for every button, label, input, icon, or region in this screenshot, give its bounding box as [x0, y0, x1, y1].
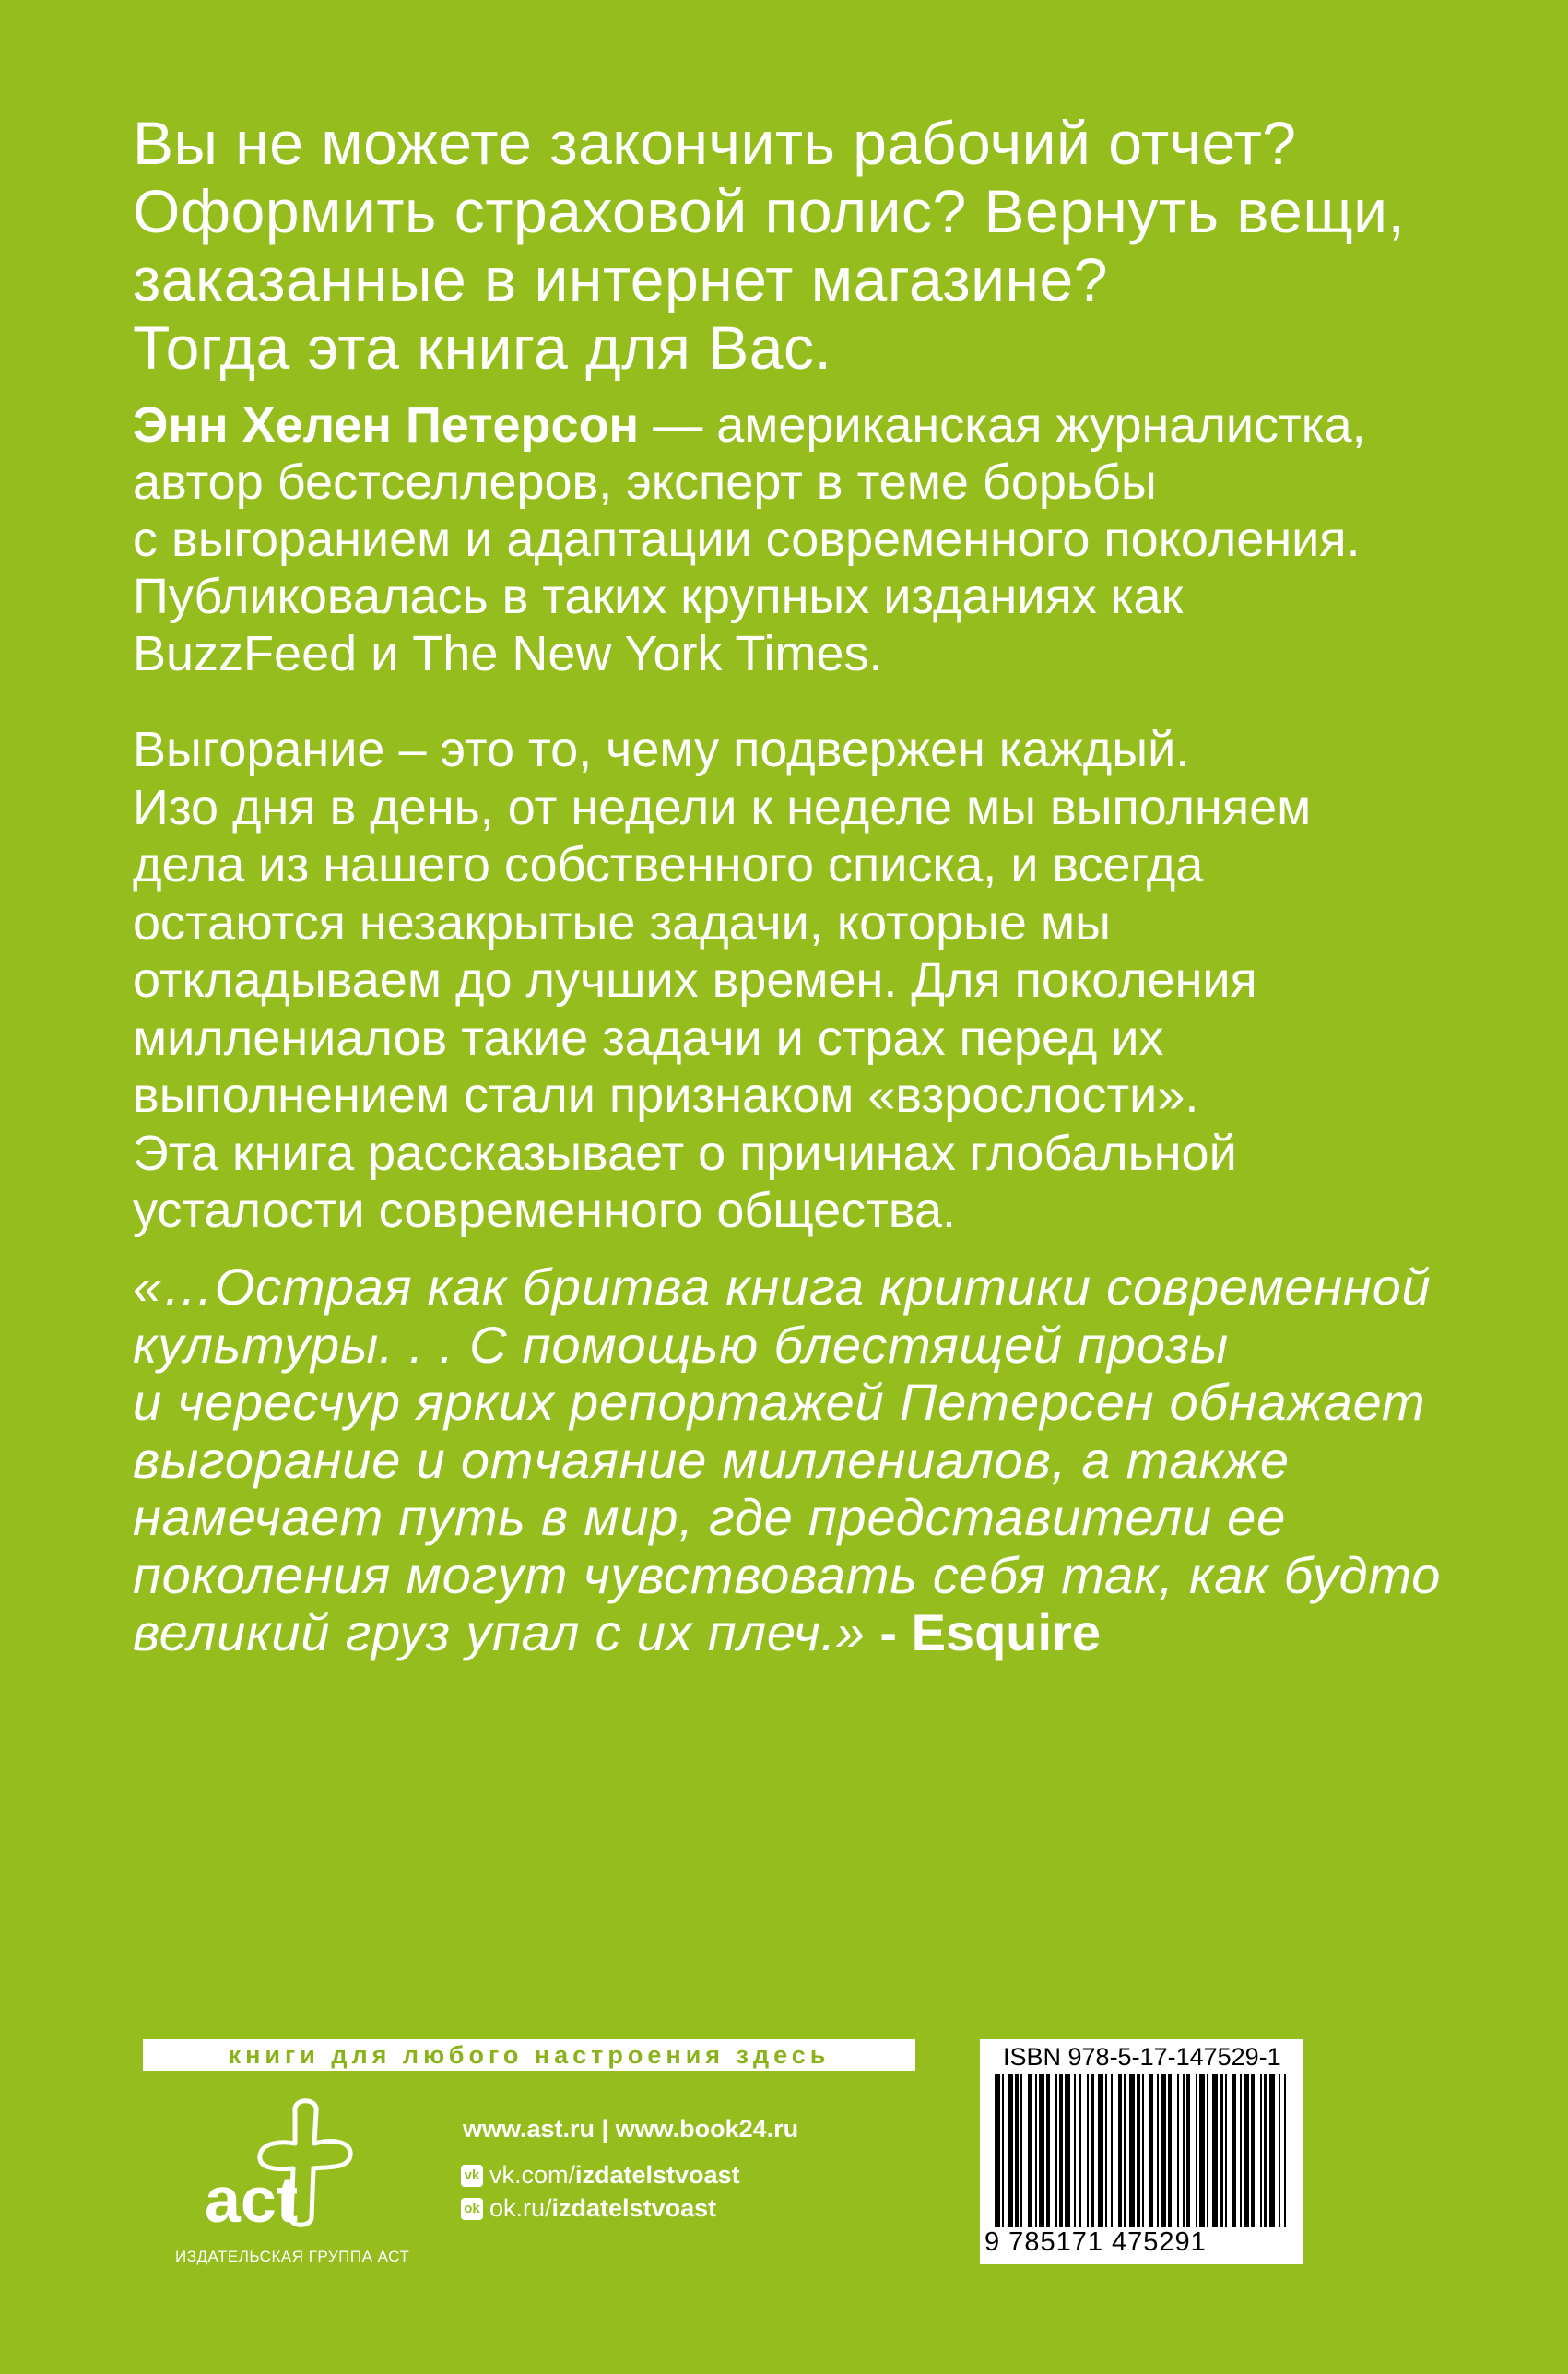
isbn-number: ISBN 978-5-17-147529-1: [1003, 2043, 1281, 2071]
quote-line: «…Острая как бритва книга критики современной: [133, 1258, 1432, 1316]
quote-line: выгорание и отчаяние миллениалов, а также: [133, 1430, 1290, 1489]
ok-link[interactable]: ok ok.ru/ izdatelstvoast: [461, 2194, 716, 2223]
intro-paragraph: [133, 109, 1460, 382]
svg-text:act: act: [205, 2164, 299, 2231]
description-line: Выгорание – это то, чему подвержен каждый.: [133, 722, 1190, 777]
intro-line: заказанные в интернет магазине?: [133, 245, 1108, 313]
ast-logo: [194, 2093, 378, 2231]
author-bio-line: с выгоранием и адаптации современного поколения.: [133, 512, 1361, 567]
quote-source: - Esquire: [865, 1603, 1101, 1661]
author-name: Энн Хелен Петерсон: [133, 397, 640, 453]
intro-line: Тогда эта книга для Вас.: [133, 313, 832, 382]
book-description: [133, 721, 1460, 1240]
description-line: выполнением стали признаком «взрослости».: [133, 1068, 1199, 1123]
description-line: остаются незакрытые задачи, которые мы: [133, 894, 1111, 951]
description-line: миллениалов такие задачи и страх перед их: [133, 1010, 1164, 1066]
description-line: дела из нашего собственного списка, и всегда: [133, 837, 1204, 892]
description-line: откладываем до лучших времен. Для поколения: [133, 952, 1257, 1008]
intro-line: Оформить страховой полис? Вернуть вещи,: [133, 177, 1406, 245]
author-bio-line: Публиковалась в таких крупных изданиях как: [133, 569, 1184, 624]
odnoklassniki-icon: ok: [461, 2198, 483, 2220]
isbn-barcode: [980, 2039, 1303, 2264]
review-quote: [133, 1258, 1460, 1662]
vk-icon: vk: [461, 2165, 483, 2187]
barcode-bars: [989, 2074, 1293, 2229]
description-line: Изо дня в день, от недели к неделе мы выполняем: [133, 779, 1312, 835]
quote-line: и чересчур ярких репортажей Петерсен обнажает: [133, 1373, 1426, 1431]
intro-line: Вы не можете закончить рабочий отчет?: [133, 109, 1297, 177]
author-bio-line: автор бестселлеров, эксперт в теме борьбы: [133, 455, 1157, 510]
author-bio: [133, 396, 1460, 682]
quote-line: намечает путь в мир, где представители ее: [133, 1488, 1287, 1546]
description-line: усталости современного общества.: [133, 1183, 957, 1238]
vk-link[interactable]: vk vk.com/ izdatelstvoast: [461, 2161, 740, 2190]
author-bio-line: — американская журналистка,: [639, 397, 1366, 453]
ean-number: 9 785171 475291: [984, 2227, 1207, 2257]
publisher-tagline: книги для любого настроения здесь: [143, 2039, 915, 2071]
quote-line: культуры. . . С помощью блестящей прозы: [133, 1315, 1229, 1374]
description-line: Эта книга рассказывает о причинах глобальной: [133, 1125, 1237, 1181]
quote-line: поколения могут чувствовать себя так, как будто: [133, 1545, 1442, 1604]
publisher-name: ИЗДАТЕЛЬСКАЯ ГРУППА АСТ: [175, 2248, 410, 2265]
publisher-websites[interactable]: www.ast.ru | www.book24.ru: [463, 2115, 799, 2143]
quote-line: великий груз упал с их плеч.»: [133, 1603, 866, 1661]
author-bio-line: BuzzFeed и The New York Times.: [133, 626, 883, 681]
